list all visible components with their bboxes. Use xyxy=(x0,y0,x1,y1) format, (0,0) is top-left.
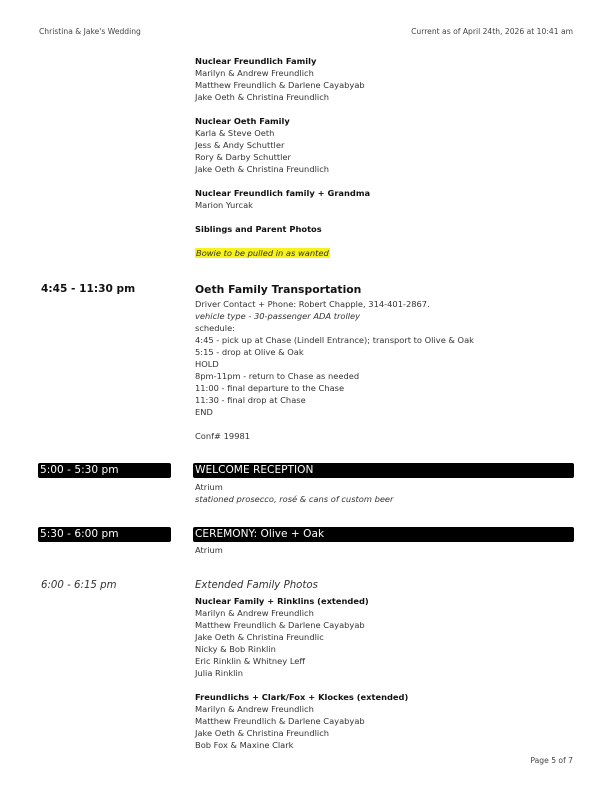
group-member: Marilyn & Andrew Freundlich xyxy=(195,608,314,618)
group-member: Marilyn & Andrew Freundlich xyxy=(195,68,314,78)
last-updated-timestamp: Current as of April 24th, 2026 at 10:41 am xyxy=(411,27,573,36)
group-title: Nuclear Freundlich Family xyxy=(195,56,317,66)
group-title: Nuclear Oeth Family xyxy=(195,116,290,126)
group-member: Matthew Freundlich & Darlene Cayabyab xyxy=(195,620,365,630)
group-member: Matthew Freundlich & Darlene Cayabyab xyxy=(195,716,365,726)
transport-time: 4:45 - 11:30 pm xyxy=(41,283,136,295)
group-member: Eric Rinklin & Whitney Leff xyxy=(195,656,306,666)
transport-details xyxy=(195,298,575,442)
group-member: Matthew Freundlich & Darlene Cayabyab xyxy=(195,80,365,90)
group-title: Siblings and Parent Photos xyxy=(195,224,322,234)
page-number: Page 5 of 7 xyxy=(530,756,573,765)
transport-title: Oeth Family Transportation xyxy=(195,283,362,296)
schedule-line: 11:00 - final departure to the Chase xyxy=(195,383,345,393)
ceremony-details xyxy=(195,544,575,556)
extended-photos-time: 6:00 - 6:15 pm xyxy=(41,580,117,591)
photo-groups-section xyxy=(195,55,575,259)
extended-photos-title: Extended Family Photos xyxy=(195,580,318,591)
group-title: Nuclear Family + Rinklins (extended) xyxy=(195,596,369,606)
vehicle-type: vehicle type - 30-passenger ADA trolley xyxy=(195,311,361,321)
group-member: Karla & Steve Oeth xyxy=(195,128,275,138)
schedule-line: 4:45 - pick up at Chase (Lindell Entrance); transport to Olive & Oak xyxy=(195,335,474,345)
group-member: Jake Oeth & Christina Freundlich xyxy=(195,92,330,102)
group-member: Marilyn & Andrew Freundlich xyxy=(195,704,314,714)
group-title: Nuclear Freundlich family + Grandma xyxy=(195,188,371,198)
ceremony-time-bar: 5:30 - 6:00 pm xyxy=(38,527,171,542)
group-member: Rory & Darby Schuttler xyxy=(195,152,291,162)
highlighted-note: Bowie to be pulled in as wanted xyxy=(196,248,329,258)
schedule-line: 8pm-11pm - return to Chase as needed xyxy=(195,371,360,381)
ceremony-title-bar: CEREMONY: Olive + Oak xyxy=(193,527,574,542)
group-member: Jake Oeth & Christina Freundlich xyxy=(195,164,330,174)
group-title: Freundlichs + Clark/Fox + Klockes (extended) xyxy=(195,692,409,702)
ceremony-location: Atrium xyxy=(195,545,223,555)
schedule-line: 11:30 - final drop at Chase xyxy=(195,395,306,405)
driver-contact: Driver Contact + Phone: Robert Chapple, 314-401-2867. xyxy=(195,299,430,309)
reception-time-bar: 5:00 - 5:30 pm xyxy=(38,463,171,478)
reception-note: stationed prosecco, rosé & cans of custom beer xyxy=(195,494,394,504)
group-member: Nicky & Bob Rinklin xyxy=(195,644,276,654)
reception-location: Atrium xyxy=(195,482,223,492)
group-member: Marion Yurcak xyxy=(195,200,253,210)
group-member: Jake Oeth & Christina Freundlich xyxy=(195,728,330,738)
schedule-line: schedule: xyxy=(195,323,235,333)
schedule-line: 5:15 - drop at Olive & Oak xyxy=(195,347,304,357)
group-member: Julia Rinklin xyxy=(195,668,244,678)
group-member: Jess & Andy Schuttler xyxy=(195,140,285,150)
schedule-line: END xyxy=(195,407,213,417)
schedule-line: HOLD xyxy=(195,359,219,369)
confirmation-number: Conf# 19981 xyxy=(195,431,251,441)
document-title: Christina & Jake's Wedding xyxy=(39,27,141,36)
extended-photo-groups xyxy=(195,595,575,751)
group-member: Bob Fox & Maxine Clark xyxy=(195,740,294,750)
reception-details xyxy=(195,481,575,505)
reception-title-bar: WELCOME RECEPTION xyxy=(193,463,574,478)
group-member: Jake Oeth & Christina Freundlic xyxy=(195,632,324,642)
